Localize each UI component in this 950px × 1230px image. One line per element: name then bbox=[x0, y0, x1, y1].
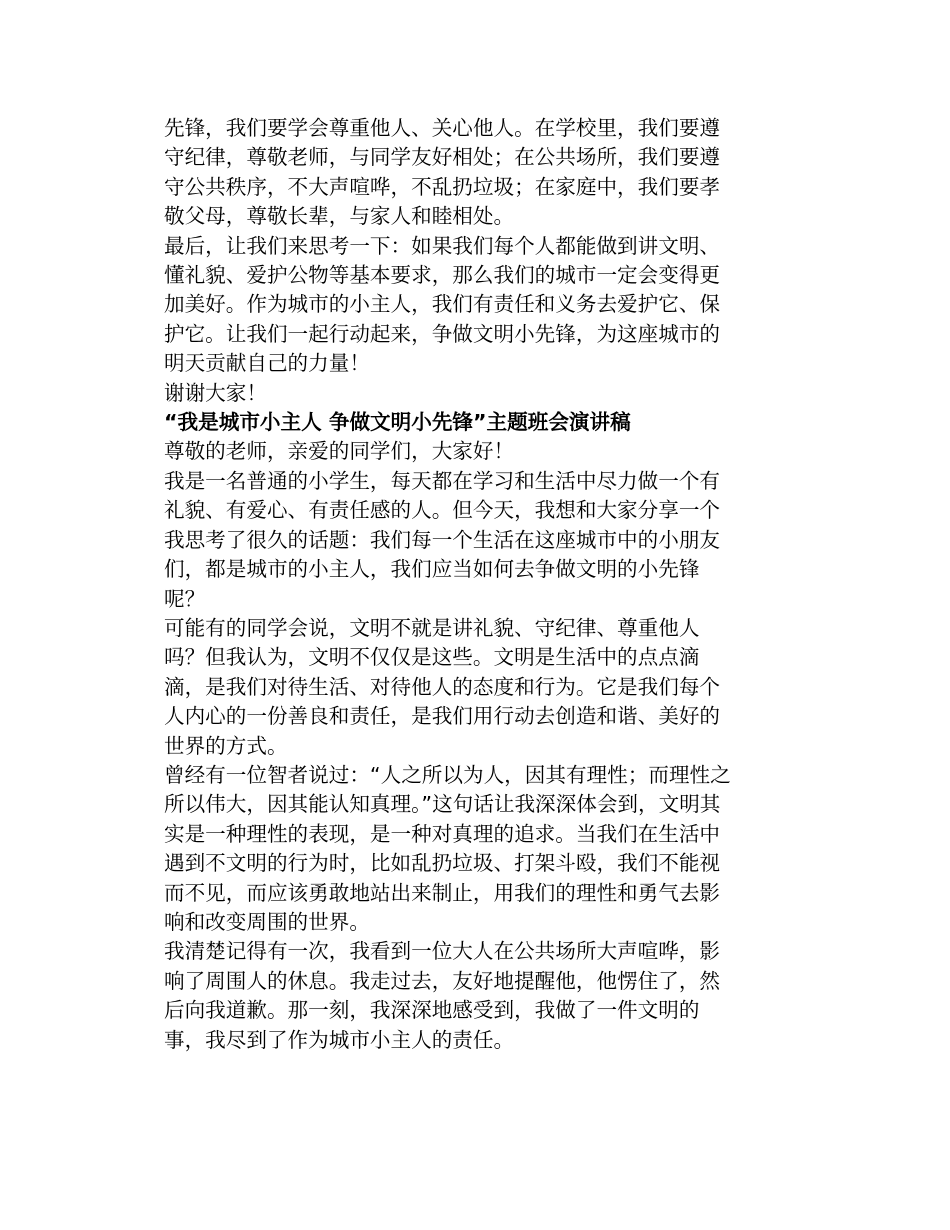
title-line: “我是城市小主人 争做文明小先锋”主题班会演讲稿 bbox=[164, 410, 631, 435]
text-line: 尊敬的老师，亲爱的同学们，大家好！ bbox=[164, 439, 515, 464]
text-line: 所以伟大，因其能认知真理。”这句话让我深深体会到，文明其 bbox=[164, 792, 721, 817]
text-line: 世界的方式。 bbox=[164, 733, 288, 758]
text-line: 响和改变周围的世界。 bbox=[164, 909, 370, 934]
text-line: 我清楚记得有一次，我看到一位大人在公共场所大声喧哗，影 bbox=[164, 939, 721, 964]
text-line: 后向我道歉。那一刻，我深深地感受到，我做了一件文明的 bbox=[164, 998, 700, 1023]
text-line: 呢？ bbox=[164, 586, 206, 611]
text-line: 谢谢大家！ bbox=[164, 380, 267, 405]
text-line: 护它。让我们一起行动起来，争做文明小先锋，为这座城市的 bbox=[164, 321, 721, 346]
paragraph-thanks bbox=[164, 379, 776, 408]
paragraph-closing-intro bbox=[164, 114, 776, 232]
text-line: 敬父母，尊敬长辈，与家人和睦相处。 bbox=[164, 204, 515, 229]
text-line: 而不见，而应该勇敢地站出来制止，用我们的理性和勇气去影 bbox=[164, 880, 721, 905]
document-page bbox=[164, 114, 776, 1055]
text-line: 先锋，我们要学会尊重他人、关心他人。在学校里，我们要遵 bbox=[164, 116, 721, 140]
text-line: 明天贡献自己的力量！ bbox=[164, 351, 370, 376]
text-line: 守公共秩序，不大声喧哗，不乱扔垃圾；在家庭中，我们要孝 bbox=[164, 174, 721, 199]
text-line: 可能有的同学会说，文明不就是讲礼貌、守纪律、尊重他人 bbox=[164, 615, 700, 640]
text-line: 最后，让我们来思考一下：如果我们每个人都能做到讲文明、 bbox=[164, 233, 721, 258]
text-line: 事，我尽到了作为城市小主人的责任。 bbox=[164, 1027, 515, 1052]
text-line: 懂礼貌、爱护公物等基本要求，那么我们的城市一定会变得更 bbox=[164, 263, 721, 288]
text-line: 吗？但我认为，文明不仅仅是这些。文明是生活中的点点滴 bbox=[164, 645, 700, 670]
text-line: 响了周围人的休息。我走过去，友好地提醒他，他愣住了，然 bbox=[164, 968, 721, 993]
text-line: 遇到不文明的行为时，比如乱扔垃圾、打架斗殴，我们不能视 bbox=[164, 851, 721, 876]
paragraph-what-is-civility bbox=[164, 614, 776, 761]
text-line: 我是一名普通的小学生，每天都在学习和生活中尽力做一个有 bbox=[164, 468, 721, 493]
speech-title bbox=[164, 408, 776, 437]
text-line: 实是一种理性的表现，是一种对真理的追求。当我们在生活中 bbox=[164, 821, 721, 846]
paragraph-introduction bbox=[164, 467, 776, 614]
paragraph-greeting bbox=[164, 437, 776, 466]
text-line: 滴，是我们对待生活、对待他人的态度和行为。它是我们每个 bbox=[164, 674, 721, 699]
text-line: 人内心的一份善良和责任，是我们用行动去创造和谐、美好的 bbox=[164, 704, 721, 729]
text-line: 我思考了很久的话题：我们每一个生活在这座城市中的小朋友 bbox=[164, 527, 721, 552]
paragraph-quote bbox=[164, 761, 776, 937]
paragraph-personal-story bbox=[164, 937, 776, 1055]
text-line: 曾经有一位智者说过：“人之所以为人，因其有理性；而理性之 bbox=[164, 762, 731, 787]
text-line: 守纪律，尊敬老师，与同学友好相处；在公共场所，我们要遵 bbox=[164, 145, 721, 170]
text-line: 加美好。作为城市的小主人，我们有责任和义务去爱护它、保 bbox=[164, 292, 721, 317]
text-line: 礼貌、有爱心、有责任感的人。但今天，我想和大家分享一个 bbox=[164, 498, 721, 523]
text-line: 们，都是城市的小主人，我们应当如何去争做文明的小先锋 bbox=[164, 557, 700, 582]
paragraph-conclusion bbox=[164, 232, 776, 379]
